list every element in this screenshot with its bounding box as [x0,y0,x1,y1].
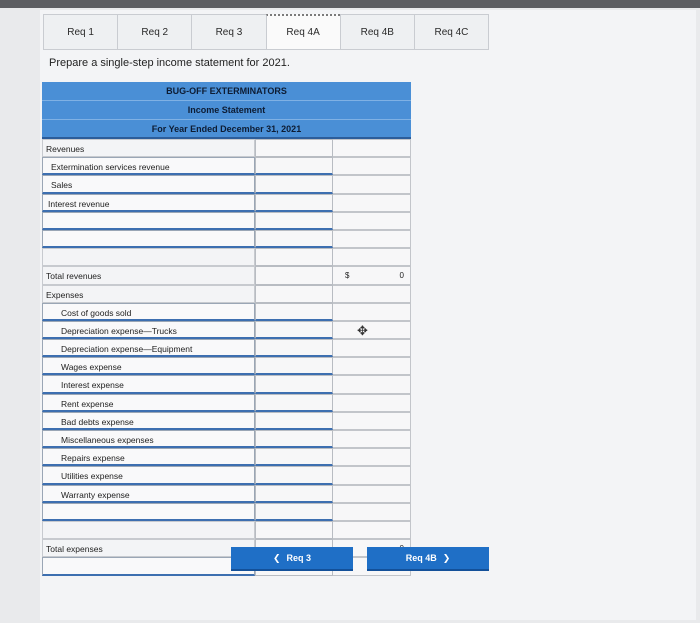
total-cell [333,357,411,375]
expense-label-input[interactable]: Bad debts expense [42,412,255,430]
total-cell [333,339,411,357]
spacer-cell [333,248,411,266]
amount-input[interactable] [255,139,333,157]
spacer-input [255,248,333,266]
statement-title: Income Statement [42,101,411,120]
spacer-cell [333,521,411,539]
prev-req-label: Req 3 [286,553,312,563]
expense-amount-input[interactable] [255,339,333,357]
expense-row [42,448,411,466]
amount-input [255,285,333,303]
tab-req-4c[interactable]: Req 4C [414,14,489,50]
tab-req-4a[interactable]: Req 4A [266,14,340,50]
expense-label-input[interactable]: Utilities expense [42,466,255,484]
expenses-heading: Expenses [42,285,255,303]
revenue-amount-input[interactable] [255,157,333,175]
spacer-label [42,521,255,539]
revenue-row [42,194,411,212]
tab-req-3[interactable]: Req 3 [191,14,265,50]
currency-symbol: $ [345,271,350,281]
total-cell [333,212,411,230]
total-cell [333,321,411,339]
revenue-amount-input[interactable] [255,230,333,248]
expense-label-input[interactable]: Depreciation expense—Trucks [42,321,255,339]
total-revenues-input [255,266,333,284]
expense-row [42,485,411,503]
revenue-label-input[interactable] [42,230,255,248]
total-cell [333,430,411,448]
income-statement-sheet [42,82,411,576]
expense-amount-input[interactable] [255,503,333,521]
expense-row [42,394,411,412]
total-cell [333,466,411,484]
revenues-heading-row [42,139,411,157]
expense-row [42,357,411,375]
expense-label-input[interactable]: Repairs expense [42,448,255,466]
expense-row [42,339,411,357]
total-cell [333,194,411,212]
total-cell [333,375,411,393]
expense-label-input[interactable]: Cost of goods sold [42,303,255,321]
expense-amount-input[interactable] [255,430,333,448]
total-cell [333,485,411,503]
chevron-right-icon: ❯ [442,552,451,563]
net-income-row [42,557,411,575]
total-expenses-row [42,539,411,557]
expense-label-input[interactable] [42,503,255,521]
tab-req-2[interactable]: Req 2 [117,14,191,50]
expense-amount-input[interactable] [255,321,333,339]
expense-label-input[interactable]: Warranty expense [42,485,255,503]
net-income-label-input[interactable] [42,557,255,575]
revenue-amount-input[interactable] [255,212,333,230]
total-cell [333,394,411,412]
expense-amount-input[interactable] [255,485,333,503]
revenue-label-input[interactable] [42,212,255,230]
total-revenues-amount [333,266,411,284]
expense-row [42,375,411,393]
revenue-amount-input[interactable] [255,194,333,212]
expense-amount-input[interactable] [255,412,333,430]
expense-amount-input[interactable] [255,448,333,466]
total-cell [333,412,411,430]
total-cell [333,285,411,303]
revenue-label-input[interactable]: Extermination services revenue [42,157,255,175]
expense-amount-input[interactable] [255,375,333,393]
revenue-row-empty [42,212,411,230]
move-cursor-icon: ✥ [357,322,368,338]
total-cell [333,448,411,466]
spacer-label [42,248,255,266]
revenue-row-empty [42,230,411,248]
tab-req-4b[interactable]: Req 4B [340,14,414,50]
expense-label-input[interactable]: Wages expense [42,357,255,375]
next-req-button[interactable] [367,547,489,571]
top-bar [0,0,700,8]
expense-row-empty [42,503,411,521]
expense-row [42,466,411,484]
spacer-row [42,521,411,539]
company-name: BUG-OFF EXTERMINATORS [42,82,411,101]
total-cell [333,139,411,157]
tab-req-1[interactable]: Req 1 [43,14,117,50]
expense-amount-input[interactable] [255,394,333,412]
total-cell [333,230,411,248]
expense-row [42,303,411,321]
expense-label-input[interactable]: Depreciation expense—Equipment [42,339,255,357]
revenue-label-input[interactable]: Interest revenue [42,194,255,212]
revenue-amount-input[interactable] [255,175,333,193]
chevron-left-icon: ❮ [272,552,281,563]
total-cell [333,175,411,193]
expense-label-input[interactable]: Interest expense [42,375,255,393]
statement-period: For Year Ended December 31, 2021 [42,120,411,139]
expense-row [42,430,411,448]
expense-row [42,412,411,430]
total-expenses-label: Total expenses [42,539,255,557]
total-revenues-label: Total revenues [42,266,255,284]
instruction-text: Prepare a single-step income statement for 2021. [49,57,290,69]
spacer-input [255,521,333,539]
total-revenues-row [42,266,411,284]
total-cell [333,303,411,321]
revenue-row [42,175,411,193]
spacer-row [42,248,411,266]
expense-amount-input[interactable] [255,466,333,484]
expense-amount-input[interactable] [255,357,333,375]
revenue-label-input[interactable]: Sales [42,175,255,193]
revenue-row [42,157,411,175]
total-cell [333,157,411,175]
expense-label-input[interactable]: Rent expense [42,394,255,412]
expense-row [42,321,411,339]
expense-amount-input[interactable] [255,303,333,321]
prev-req-button[interactable] [231,547,353,571]
expense-label-input[interactable]: Miscellaneous expenses [42,430,255,448]
total-revenues-value: 0 [399,271,404,281]
next-req-label: Req 4B [405,553,437,563]
tab-bar [43,14,489,50]
revenues-heading: Revenues [42,139,255,157]
expenses-heading-row [42,285,411,303]
total-cell [333,503,411,521]
